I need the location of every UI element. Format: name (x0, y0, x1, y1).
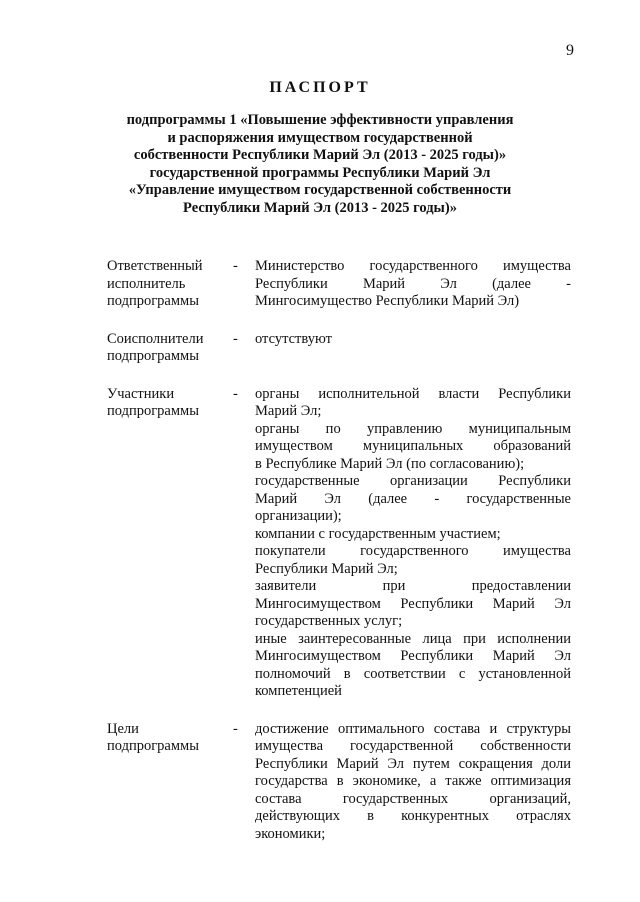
row-participants (107, 386, 577, 701)
label-line: Участники (107, 385, 175, 402)
passport-subtitle (100, 112, 540, 217)
content-line: отсутствуют (255, 330, 332, 347)
subtitle-line: Республики Марий Эл (2013 - 2025 годы)» (183, 199, 457, 216)
content-line: Министерство государственного имущества (255, 258, 571, 274)
row-dash: - (233, 720, 238, 737)
row-content (255, 331, 571, 366)
content-line: действующих в конкурентных отраслях (255, 808, 571, 824)
label-line: подпрограммы (107, 348, 199, 364)
passport-title: ПАСПОРТ (269, 79, 371, 96)
content-line: органы по управлению муниципальным (255, 420, 571, 437)
label-line: Ответственный (107, 258, 203, 274)
row-content (255, 258, 571, 311)
content-line: состава государственных организаций, (255, 790, 571, 807)
subtitle-line: подпрограммы 1 «Повышение эффективности управления (126, 112, 514, 128)
content-line: в Республике Марий Эл (по согласованию); (255, 455, 525, 472)
content-line: экономики; (255, 825, 326, 842)
subtitle-line: государственной программы Республики Марий Эл (149, 164, 491, 181)
row-dash: - (233, 385, 238, 402)
row-label (107, 386, 233, 701)
page-number: 9 (566, 42, 574, 59)
content-line: имуществом муниципальных образований (255, 438, 571, 454)
row-goals (107, 721, 577, 844)
content-line: Мингосимуществом Республики Марий Эл (255, 648, 571, 664)
content-line: органы исполнительной власти Республики (255, 385, 571, 402)
content-line: заявители при предоставлении (255, 578, 571, 594)
subtitle-line: и распоряжения имуществом государственной (167, 129, 473, 146)
row-dash: - (233, 330, 238, 347)
content-line: организации); (255, 508, 342, 524)
row-responsible-executor (107, 258, 577, 311)
row-label (107, 331, 233, 366)
content-line: Марий Эл; (255, 403, 322, 419)
content-line: государства в экономике, а также оптимизация (255, 773, 571, 789)
label-line: подпрограммы (107, 403, 199, 419)
row-label (107, 258, 233, 311)
passport-header (100, 78, 540, 217)
content-line: имущества государственной собственности (255, 738, 571, 754)
content-line: покупатели государственного имущества (255, 543, 571, 559)
passport-table (107, 258, 577, 843)
label-line: Цели (107, 720, 139, 737)
label-line: подпрограммы (107, 293, 199, 309)
content-line: Республики Марий Эл; (255, 560, 398, 577)
row-label (107, 721, 233, 844)
content-line: Республики Марий Эл путем сокращения доли (255, 755, 571, 772)
content-line: Мингосимущество Республики Марий Эл) (255, 293, 520, 309)
content-line: иные заинтересованные лица при исполнении (255, 630, 571, 647)
content-line: Республики Марий Эл (далее - (255, 275, 571, 292)
content-line: государственные организации Республики (255, 473, 571, 489)
subtitle-line: «Управление имуществом государственной собственности (128, 182, 512, 198)
content-line: полномочий в соответствии с установленной (255, 665, 571, 682)
content-line: компании с государственным участием; (255, 525, 501, 542)
content-line: государственных услуг; (255, 613, 403, 629)
content-line: компетенцией (255, 683, 342, 699)
content-line: Мингосимуществом Республики Марий Эл (255, 595, 571, 612)
content-line: достижение оптимального состава и структуры (255, 720, 571, 737)
label-line: подпрограммы (107, 738, 199, 754)
row-content (255, 386, 571, 701)
label-line: исполнитель (107, 275, 186, 292)
label-line: Соисполнители (107, 330, 204, 347)
row-content (255, 721, 571, 844)
row-dash: - (233, 258, 238, 274)
content-line: Марий Эл (далее - государственные (255, 490, 571, 507)
row-co-executors (107, 331, 577, 366)
subtitle-line: собственности Республики Марий Эл (2013 - 2025 годы)» (133, 147, 507, 163)
